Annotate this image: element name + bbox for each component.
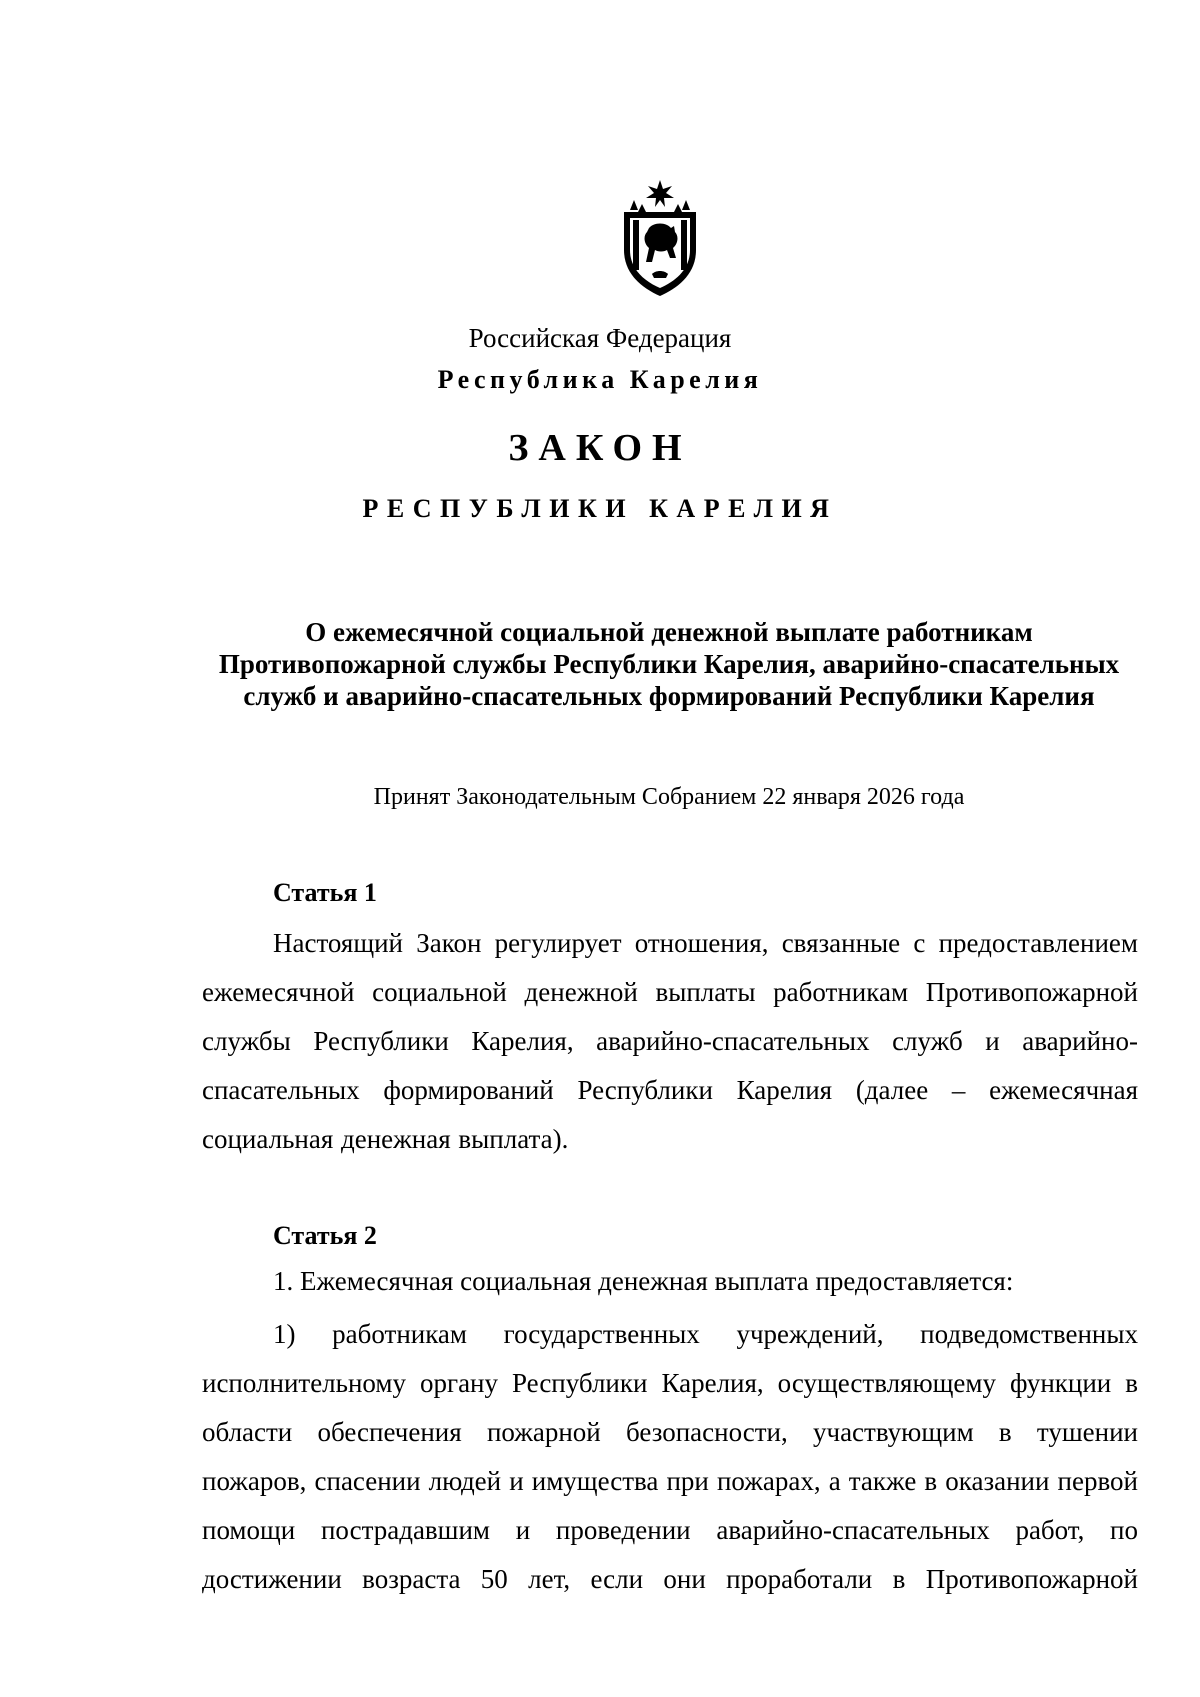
article-1-text: Настоящий Закон регулирует отношения, связанные с предоставлением ежемесячной социальной денежной выплаты работникам Противопожарной службы Республики Карелия, аварийно-спасательных служб и аварийно-спасательных формирований Республики Карелия (далее – ежемесячная социальная денежная выплата). (202, 928, 1138, 1154)
adoption-line: Принят Законодательным Собранием 22 января 2026 года (373, 784, 965, 810)
country-name: Российская Федерация (468, 323, 732, 353)
article-1-heading: Статья 1 (273, 878, 377, 907)
article-2-heading: Статья 2 (273, 1221, 377, 1250)
article-2-item-1: 1) работникам государственных учреждений, подведомственных исполнительному органу Республики Карелия, осуществляющему функции в области обеспечения пожарной безопасности, участвующим в тушении пожаров, спасении людей и имущества при пожарах, а также в оказании первой помощи пострадавшим и проведении аварийно-спасательных работ, по достижении возраста 50 лет, если они проработали в Противопожарной (202, 1319, 1138, 1594)
document-type: ЗАКОН (508, 427, 692, 469)
law-title: О ежемесячной социальной денежной выплате работникам Противопожарной службы Республики Карелия, аварийно-спасательных служб и аварийно-спасательных формирований Республики Карелия (218, 617, 1120, 711)
document-issuer: РЕСПУБЛИКИ КАРЕЛИЯ (362, 494, 838, 523)
coat-of-arms-icon (616, 178, 704, 298)
article-2-lead: 1. Ежемесячная социальная денежная выплата предоставляется: (273, 1266, 1014, 1296)
republic-name: Республика Карелия (437, 365, 763, 394)
